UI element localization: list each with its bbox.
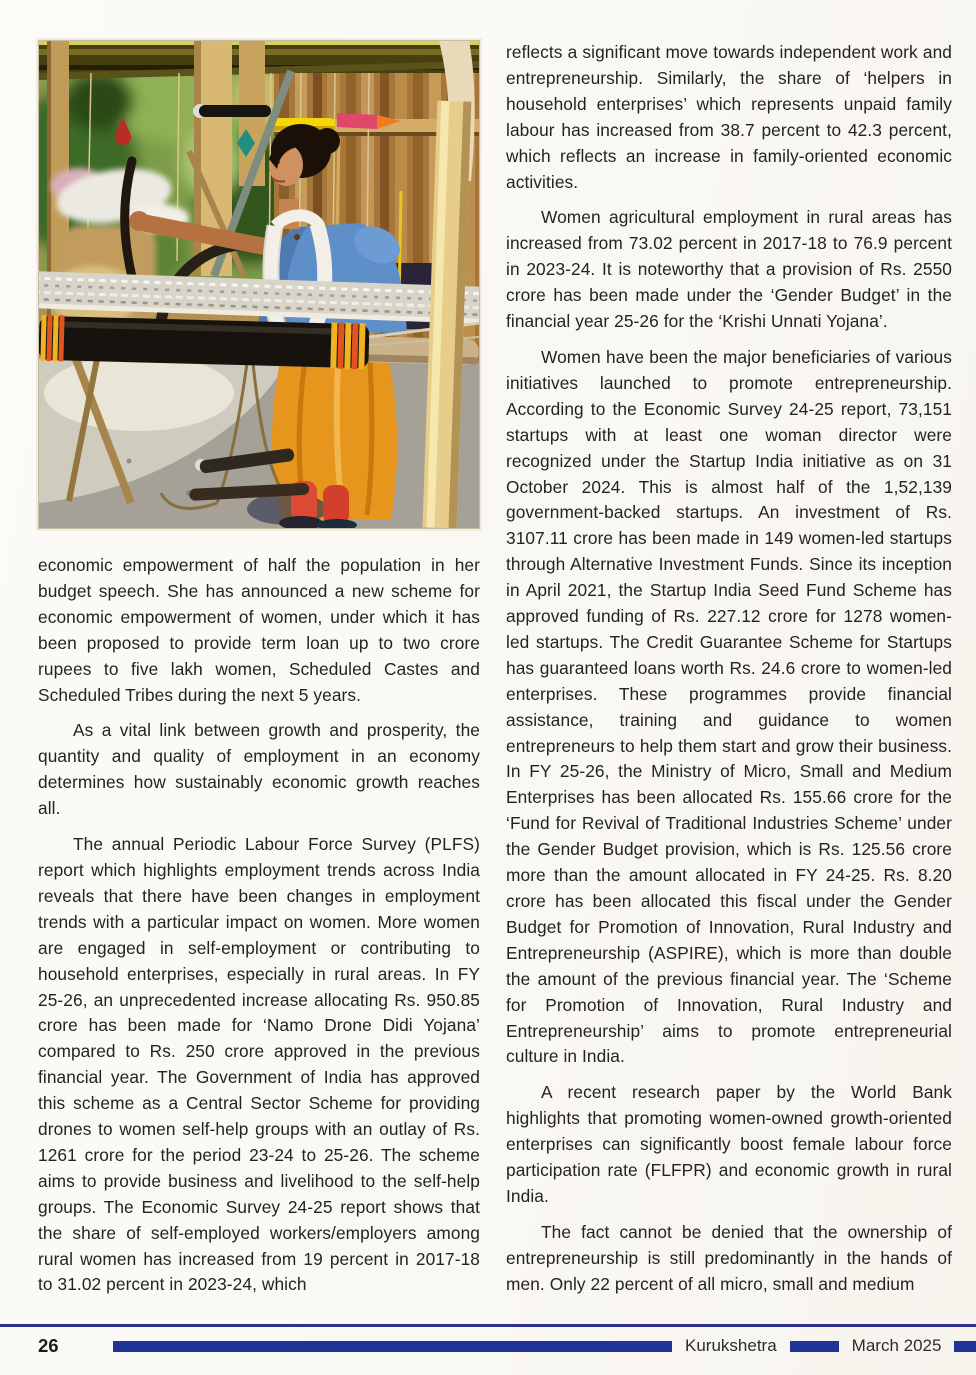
right-column	[506, 40, 952, 1298]
footer-bar	[954, 1341, 976, 1352]
footer-rule	[0, 1324, 976, 1327]
page-number: 26	[38, 1335, 59, 1356]
paragraph: As a vital link between growth and prosperity, the quantity and quality of employment in an economy determines how sustainably economic growth reaches all.	[38, 720, 480, 819]
paragraph: reflects a significant move towards independent work and entrepreneurship. Similarly, the share of ‘helpers in household enterprises’ which represents unpaid family labour has increased from 38.7 percent to 42.3 percent, which reflects an increase in family-oriented economic activities.	[506, 42, 952, 192]
footer-bar	[113, 1341, 672, 1352]
paragraph: A recent research paper by the World Bank highlights that promoting women-owned growth-oriented enterprises can significantly boost female labour force participation rate (FLFPR) and economic growth in rural India.	[506, 1082, 952, 1206]
paragraph: economic empowerment of half the population in her budget speech. She has announced a new scheme for economic empowerment of women, under which it has been proposed to provide term loan up to two crore rupees to five lakh women, Scheduled Castes and Scheduled Tribes during the next 5 years.	[38, 555, 480, 705]
article-body	[38, 40, 952, 1298]
paragraph: Women agricultural employment in rural areas has increased from 73.02 percent in 2017-18 to 76.9 percent in 2023-24. It is noteworthy that a provision of Rs. 2550 crore has been made under the ‘Gender Budget’ in the financial year 25-26 for the ‘Krishi Unnati Yojana’.	[506, 207, 952, 332]
article-photo	[38, 40, 480, 529]
paragraph: The annual Periodic Labour Force Survey (PLFS) report which highlights employment trends across India reveals that there have been changes in employment trends with a particular impact on women. More women are engaged in self-employment or contributing to household enterprises, especially in rural areas. In FY 25-26, an unprecedented increase allocating Rs. 950.85 crore has been made for ‘Namo Drone Didi Yojana’ compared to Rs. 250 crore approved in the previous financial year. The Government of India has approved this scheme as a Central Sector Scheme for providing drones to women self-help groups with an outlay of Rs. 1261 crore for the period 23-24 to 25-26. The scheme aims to provide business and livelihood to the self-help groups. The Economic Survey 24-25 report shows that the share of self-employed workers/employers among rural women has increased from 19 percent in 2017-18 to 31.02 percent in 2023-24, which	[38, 834, 480, 1295]
footer-bar	[790, 1341, 839, 1352]
paragraph: Women have been the major beneficiaries of various initiatives launched to promote entrepreneurship. According to the Economic Survey 24-25 report, 73,151 startups with at least one woman director were recognized under the Startup India initiative as on 31 October 2024. This is almost half of the 1,52,139 government-backed startups. An investment of Rs. 3107.11 crore has been made in 149 women-led startups through Alternative Investment Funds. Since its inception in April 2021, the Startup India Seed Fund Scheme has approved funding of Rs. 227.12 crore for 1278 women-led startups. The Credit Guarantee Scheme for Startups has guaranteed loans worth Rs. 24.6 crore to women-led enterprises. These programmes provide financial assistance, training and guidance to women entrepreneurs to help them start and grow their business. In FY 25-26, the Ministry of Micro, Small and Medium Enterprises has been allocated Rs. 155.66 crore for the ‘Fund for Revival of Traditional Industries Scheme’ under the Gender Budget provision, which is Rs. 125.56 crore more than the amount allocated in FY 24-25. Rs. 8.20 crore has been allocated this fiscal under the Gender Budget for Promotion of Innovation, Rural Industry and Entrepreneurship (ASPIRE), which is more than double the amount of the previous financial year. The ‘Scheme for Promotion of Innovation, Rural Industry and Entrepreneurship’ aims to promote entrepreneurial culture in India.	[506, 346, 952, 1067]
publication-name: Kurukshetra	[685, 1336, 777, 1355]
woman-weaving-photo	[39, 41, 479, 528]
paragraph: The fact cannot be denied that the ownership of entrepreneurship is still predominantly in the hands of men. Only 22 percent of all micro, small and medium	[506, 1221, 952, 1294]
page-footer	[0, 1333, 976, 1359]
issue-date: March 2025	[851, 1336, 942, 1355]
left-column	[38, 40, 480, 1298]
